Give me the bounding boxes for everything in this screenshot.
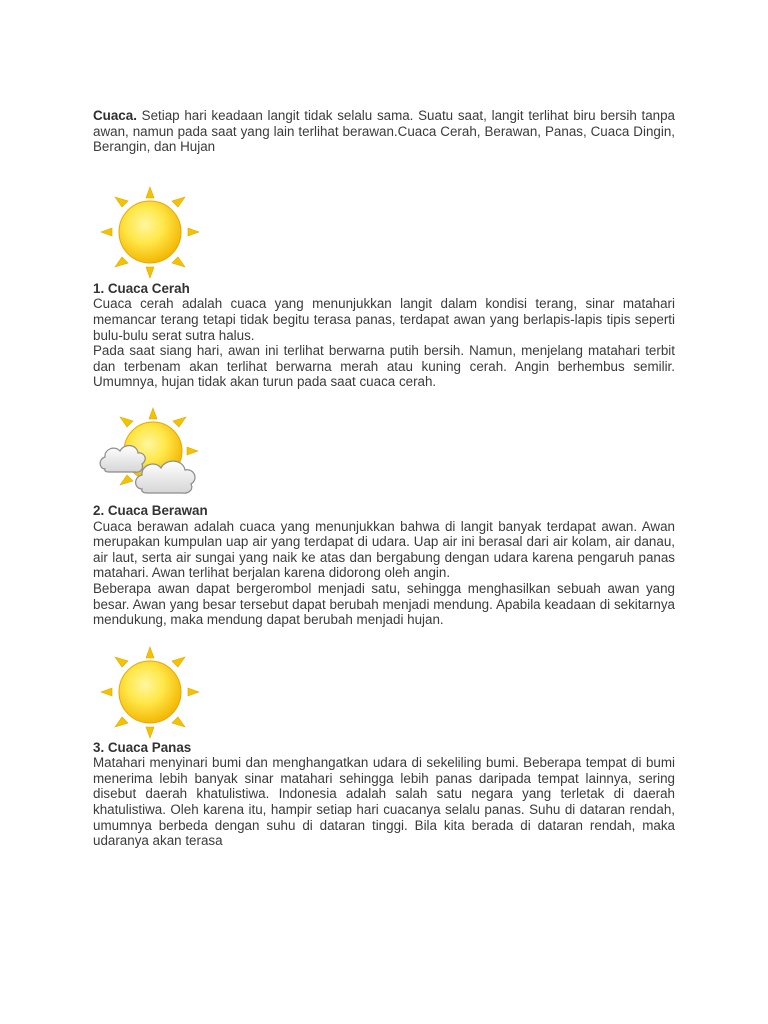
section-berawan-paragraph-1: Cuaca berawan adalah cuaca yang menunjukkan bahwa di langit banyak terdapat awan. Awan merupakan kumpulan uap air yang terdapat di udara. Uap air ini berasal dari air kolam, air danau, air laut, serta air sungai yang naik ke atas dan bergabung dengan udara karena pengaruh panas matahari. Awan terlihat berjalan karena didorong oleh angin. bbox=[93, 518, 675, 581]
section-cerah-paragraph-2: Pada saat siang hari, awan ini terlihat berwarna putih bersih. Namun, menjelang matahari terbit dan terbenam akan terlihat berwarna merah atau kuning cerah. Angin berhembus semilir. Umumnya, hujan tidak akan turun pada saat cuaca cerah. bbox=[93, 343, 675, 390]
section-cerah-paragraph-1: Cuaca cerah adalah cuaca yang menunjukkan langit dalam kondisi terang, sinar matahari memancar terang tetapi tidak begitu terasa panas, terdapat awan yang berlapis-lapis tipis seperti bulu-bulu serat sutra halus. bbox=[93, 296, 675, 343]
sun-icon bbox=[93, 185, 211, 280]
intro-lead: Cuaca. bbox=[93, 108, 137, 123]
sun-behind-clouds-icon bbox=[95, 407, 213, 497]
sun-icon bbox=[93, 645, 211, 740]
section-heading-panas: 3. Cuaca Panas bbox=[93, 739, 192, 755]
document-page bbox=[93, 108, 675, 849]
section-heading-berawan: 2. Cuaca Berawan bbox=[93, 502, 208, 518]
intro-text: Setiap hari keadaan langit tidak selalu sama. Suatu saat, langit terlihat biru bersih tanpa awan, namun pada saat yang lain terlihat berawan.Cuaca Cerah, Berawan, Panas, Cuaca Dingin, Berangin, dan Hujan bbox=[93, 108, 675, 155]
section-panas-paragraph-1: Matahari menyinari bumi dan menghangatkan udara di sekeliling bumi. Beberapa tempat di bumi menerima lebih banyak sinar matahari sehingga lebih panas daripada tempat lainnya, sering disebut daerah khatulistiwa. Indonesia adalah salah satu negara yang terletak di daerah khatulistiwa. Oleh karena itu, hampir setiap hari cuacanya selalu panas. Suhu di dataran rendah, umumnya berbeda dengan suhu di dataran tinggi. Bila kita berada di dataran rendah, maka udaranya akan terasa bbox=[93, 755, 675, 849]
intro-paragraph bbox=[93, 108, 675, 155]
section-berawan-paragraph-2: Beberapa awan dapat bergerombol menjadi satu, sehingga menghasilkan sebuah awan yang besar. Awan yang besar tersebut dapat berubah menjadi mendung. Apabila keadaan di sekitarnya mendukung, maka mendung dapat berubah menjadi hujan. bbox=[93, 580, 675, 628]
section-heading-cerah: 1. Cuaca Cerah bbox=[93, 280, 190, 296]
